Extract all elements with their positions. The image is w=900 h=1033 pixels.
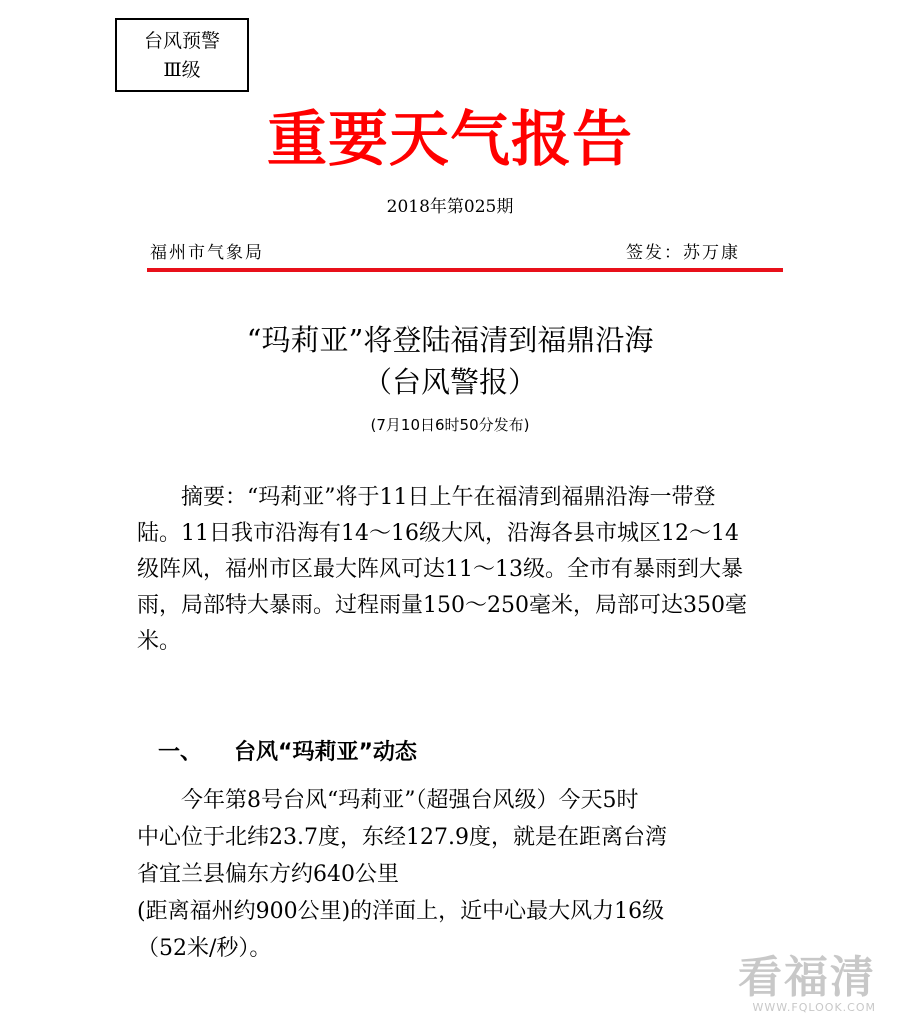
release-time: (7月10日6时50分发布) bbox=[370, 416, 530, 434]
issue-number: 2018年第025期 bbox=[386, 197, 514, 217]
abstract-paragraph: 摘要：“玛莉亚”将于11日上午在福清到福鼎沿海一带登陆。11日我市沿海有14～16级大风，沿海各县市城区12～14级阵风，福州市区最大阵风可达11～13级。全市有暴雨到大暴雨，局部特大暴雨。过程雨量150～250毫米，局部可达350毫米。 bbox=[137, 485, 747, 654]
watermark-text: 看福清 bbox=[738, 952, 876, 1003]
section-heading bbox=[158, 737, 417, 769]
signer: 签发：苏万康 bbox=[626, 243, 740, 263]
paragraph-line: (距离福州约900公里)的洋面上，近中心最大风力16级 bbox=[137, 899, 665, 924]
watermark-url: WWW.FQLOOK.COM bbox=[752, 1001, 876, 1014]
paragraph-line: 今年第8号台风“玛莉亚”（超强台风级）今天5时 bbox=[181, 788, 639, 813]
red-divider-line bbox=[147, 268, 783, 272]
section-title: 台风“玛莉亚”动态 bbox=[234, 740, 417, 765]
subheadline: （台风警报） bbox=[362, 365, 537, 399]
section-number: 一、 bbox=[158, 740, 203, 765]
paragraph-line: 省宜兰县偏东方约640公里 bbox=[137, 862, 399, 887]
warning-level: Ⅲ级 bbox=[163, 59, 201, 81]
paragraph-line: （52米/秒）。 bbox=[137, 936, 272, 961]
warning-level-box bbox=[115, 18, 249, 92]
report-title: 重要天气报告 bbox=[267, 105, 633, 175]
warning-type: 台风预警 bbox=[143, 30, 220, 52]
paragraph-line: 中心位于北纬23.7度，东经127.9度，就是在距离台湾 bbox=[137, 825, 667, 850]
headline: “玛莉亚”将登陆福清到福鼎沿海 bbox=[246, 323, 654, 357]
issuing-agency: 福州市气象局 bbox=[150, 243, 264, 263]
watermark bbox=[738, 952, 876, 1015]
section-paragraph bbox=[137, 782, 753, 967]
